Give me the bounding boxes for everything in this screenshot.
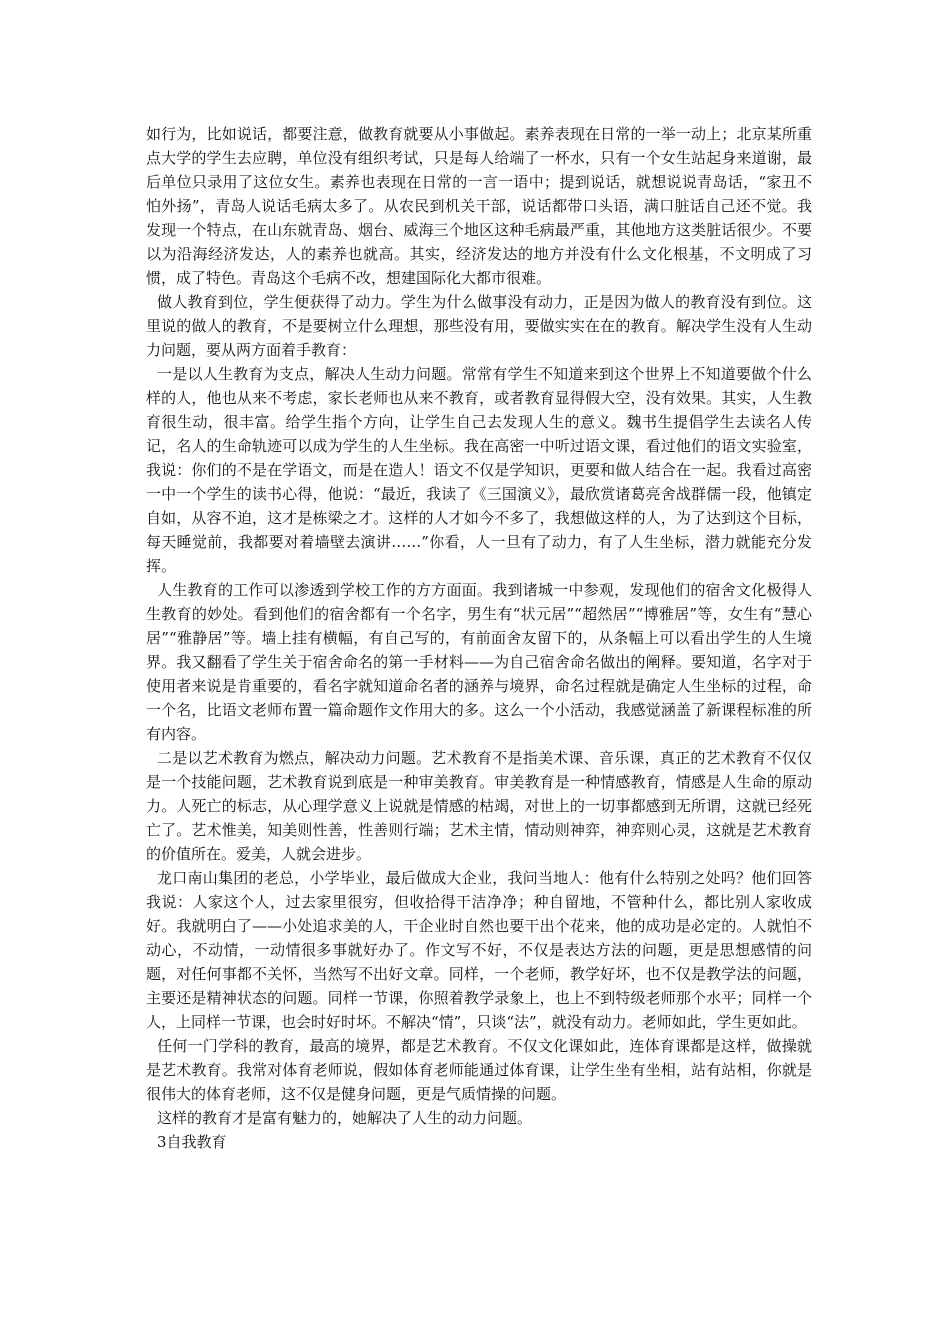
paragraph-2: 做人教育到位，学生便获得了动力。学生为什么做事没有动力，正是因为做人的教育没有到位。这里说的做人的教育，不是要树立什么理想，那些没有用，要做实实在在的教育。解决学生没有人生动力问题，要从两方面着手教育： — [146, 293, 812, 359]
paragraph-5: 二是以艺术教育为燃点，解决动力问题。艺术教育不是指美术课、音乐课，真正的艺术教育不仅仅是一个技能问题，艺术教育说到底是一种审美教育。审美教育是一种情感教育，情感是人生命的原动力。人死亡的标志，从心理学意义上说就是情感的枯竭，对世上的一切事都感到无所谓，这就已经死亡了。艺术惟美，知美则性善，性善则行端；艺术主情，情动则神弈，神弈则心灵，这就是艺术教育的价值所在。爱美，人就会进步。 — [146, 749, 812, 863]
paragraph-6: 龙口南山集团的老总，小学毕业，最后做成大企业，我问当地人：他有什么特别之处吗？他们回答我说：人家这个人，过去家里很穷，但收拾得干洁净净；种自留地，不管种什么，都比别人家收成好。我就明白了——小处追求美的人，干企业时自然也要干出个花来，他的成功是必定的。人就怕不动心，不动情，一动情很多事就好办了。作文写不好，不仅是表达方法的问题，更是思想感情的问题，对任何事都不关怀，当然写不出好文章。同样，一个老师，教学好坏，也不仅是教学法的问题，主要还是精神状态的问题。同样一节课，你照着教学录象上，也上不到特级老师那个水平；同样一个人，上同样一节课，也会时好时坏。不解决“情”，只谈“法”，就没有动力。老师如此，学生更如此。 — [146, 869, 812, 1031]
paragraph-1: 如行为，比如说话，都要注意，做教育就要从小事做起。素养表现在日常的一举一动上；北京某所重点大学的学生去应聘，单位没有组织考试，只是每人给端了一杯水，只有一个女生站起身来道谢，最后单位只录用了这位女生。素养也表现在日常的一言一语中；提到说话，就想说说青岛话，“家丑不怕外扬”，青岛人说话毛病太多了。从农民到机关干部，说话都带口头语，满口脏话自己还不觉。我发现一个特点，在山东就青岛、烟台、威海三个地区这种毛病最严重，其他地方这类脏话很少。不要以为沿海经济发达，人的素养也就高。其实，经济发达的地方并没有什么文化根基，不文明成了习惯，成了特色。青岛这个毛病不改，想建国际化大都市很难。 — [146, 125, 812, 287]
paragraph-3: 一是以人生教育为支点，解决人生动力问题。常常有学生不知道来到这个世界上不知道要做个什么样的人，他也从来不考虑，家长老师也从来不教育，或者教育显得假大空，没有效果。其实，人生教育很生动，很丰富。给学生指个方向，让学生自己去发现人生的意义。魏书生提倡学生去读名人传记，名人的生命轨迹可以成为学生的人生坐标。我在高密一中听过语文课，看过他们的语文实验室，我说：你们的不是在学语文，而是在造人！语文不仅是学知识，更要和做人结合在一起。我看过高密一中一个学生的读书心得，他说：“最近，我读了《三国演义》，最欣赏诸葛亮舍战群儒一段，他镇定自如，从容不迫，这才是栋梁之才。这样的人才如今不多了，我想做这样的人，为了达到这个目标，每天睡觉前，我都要对着墙壁去演讲……”你看，人一旦有了动力，有了人生坐标，潜力就能充分发挥。 — [146, 365, 812, 575]
paragraph-7: 任何一门学科的教育，最高的境界，都是艺术教育。不仅文化课如此，连体育课都是这样，做操就是艺术教育。我常对体育老师说，假如体育老师能通过体育课，让学生坐有坐相，站有站相，你就是很伟大的体育老师，这不仅是健身问题，更是气质情操的问题。 — [146, 1037, 812, 1103]
paragraph-4: 人生教育的工作可以渗透到学校工作的方方面面。我到诸城一中参观，发现他们的宿舍文化极得人生教育的妙处。看到他们的宿舍都有一个名字，男生有“状元居”“超然居”“博雅居”等，女生有“慧心居”“雅静居”等。墙上挂有横幅，有自己写的，有前面舍友留下的，从条幅上可以看出学生的人生境界。我又翻看了学生关于宿舍命名的第一手材料——为自己宿舍命名做出的阐释。要知道，名字对于使用者来说是肯重要的，看名字就知道命名者的涵养与境界，命名过程就是确定人生坐标的过程，命一个名，比语文老师布置一篇命题作文作用大的多。这么一个小活动，我感觉涵盖了新课程标准的所有内容。 — [146, 581, 812, 743]
paragraph-8: 这样的教育才是富有魅力的，她解决了人生的动力问题。 — [157, 1109, 533, 1127]
document-body — [146, 122, 812, 1154]
section-heading: 3自我教育 — [157, 1133, 227, 1151]
